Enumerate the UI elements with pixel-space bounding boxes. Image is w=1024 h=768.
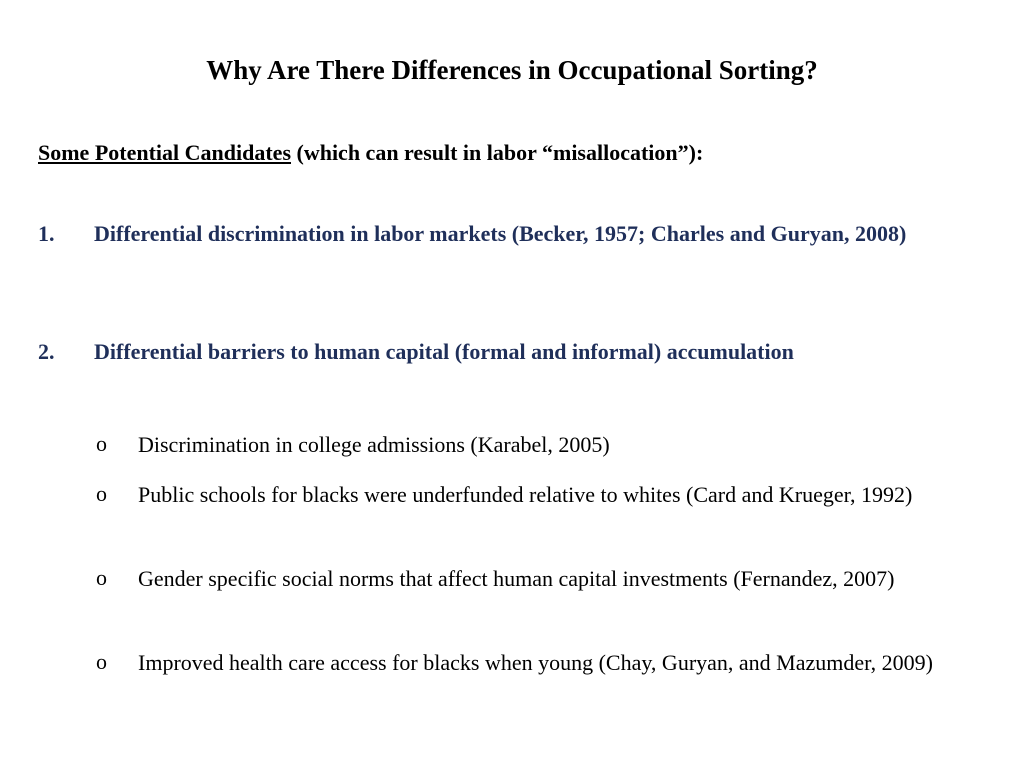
- sub-item-text: Discrimination in college admissions (Karabel, 2005): [138, 432, 610, 457]
- sub-item-text: Public schools for blacks were underfunded relative to whites (Card and Krueger, 1992): [138, 482, 913, 507]
- sub-item-3: [96, 563, 976, 595]
- slide-title: Why Are There Differences in Occupational Sorting?: [206, 55, 818, 85]
- sub-item-1: [96, 429, 976, 461]
- bullet-icon: o: [96, 565, 107, 590]
- sub-item-text: Improved health care access for blacks when young (Chay, Guryan, and Mazumder, 2009): [138, 650, 933, 675]
- item-text: Differential barriers to human capital (formal and informal) accumulation: [94, 339, 794, 364]
- intro-colon: :: [695, 140, 704, 165]
- bullet-icon: o: [96, 649, 107, 674]
- numbered-item-1: [38, 218, 978, 250]
- intro-heading: Some Potential Candidates: [38, 140, 291, 165]
- bullet-icon: o: [96, 431, 107, 456]
- intro-line: [38, 139, 703, 167]
- bullet-icon: o: [96, 481, 107, 506]
- sub-item-4: [96, 647, 976, 679]
- numbered-item-2: [38, 336, 978, 368]
- sub-item-text: Gender specific social norms that affect human capital investments (Fernandez, 2007): [138, 566, 895, 591]
- item-number: 1.: [38, 221, 55, 246]
- intro-note: (which can result in labor “misallocation”): [296, 140, 696, 165]
- item-number: 2.: [38, 339, 55, 364]
- item-text: Differential discrimination in labor markets (Becker, 1957; Charles and Guryan, 2008): [94, 221, 907, 246]
- sub-item-2: [96, 479, 976, 511]
